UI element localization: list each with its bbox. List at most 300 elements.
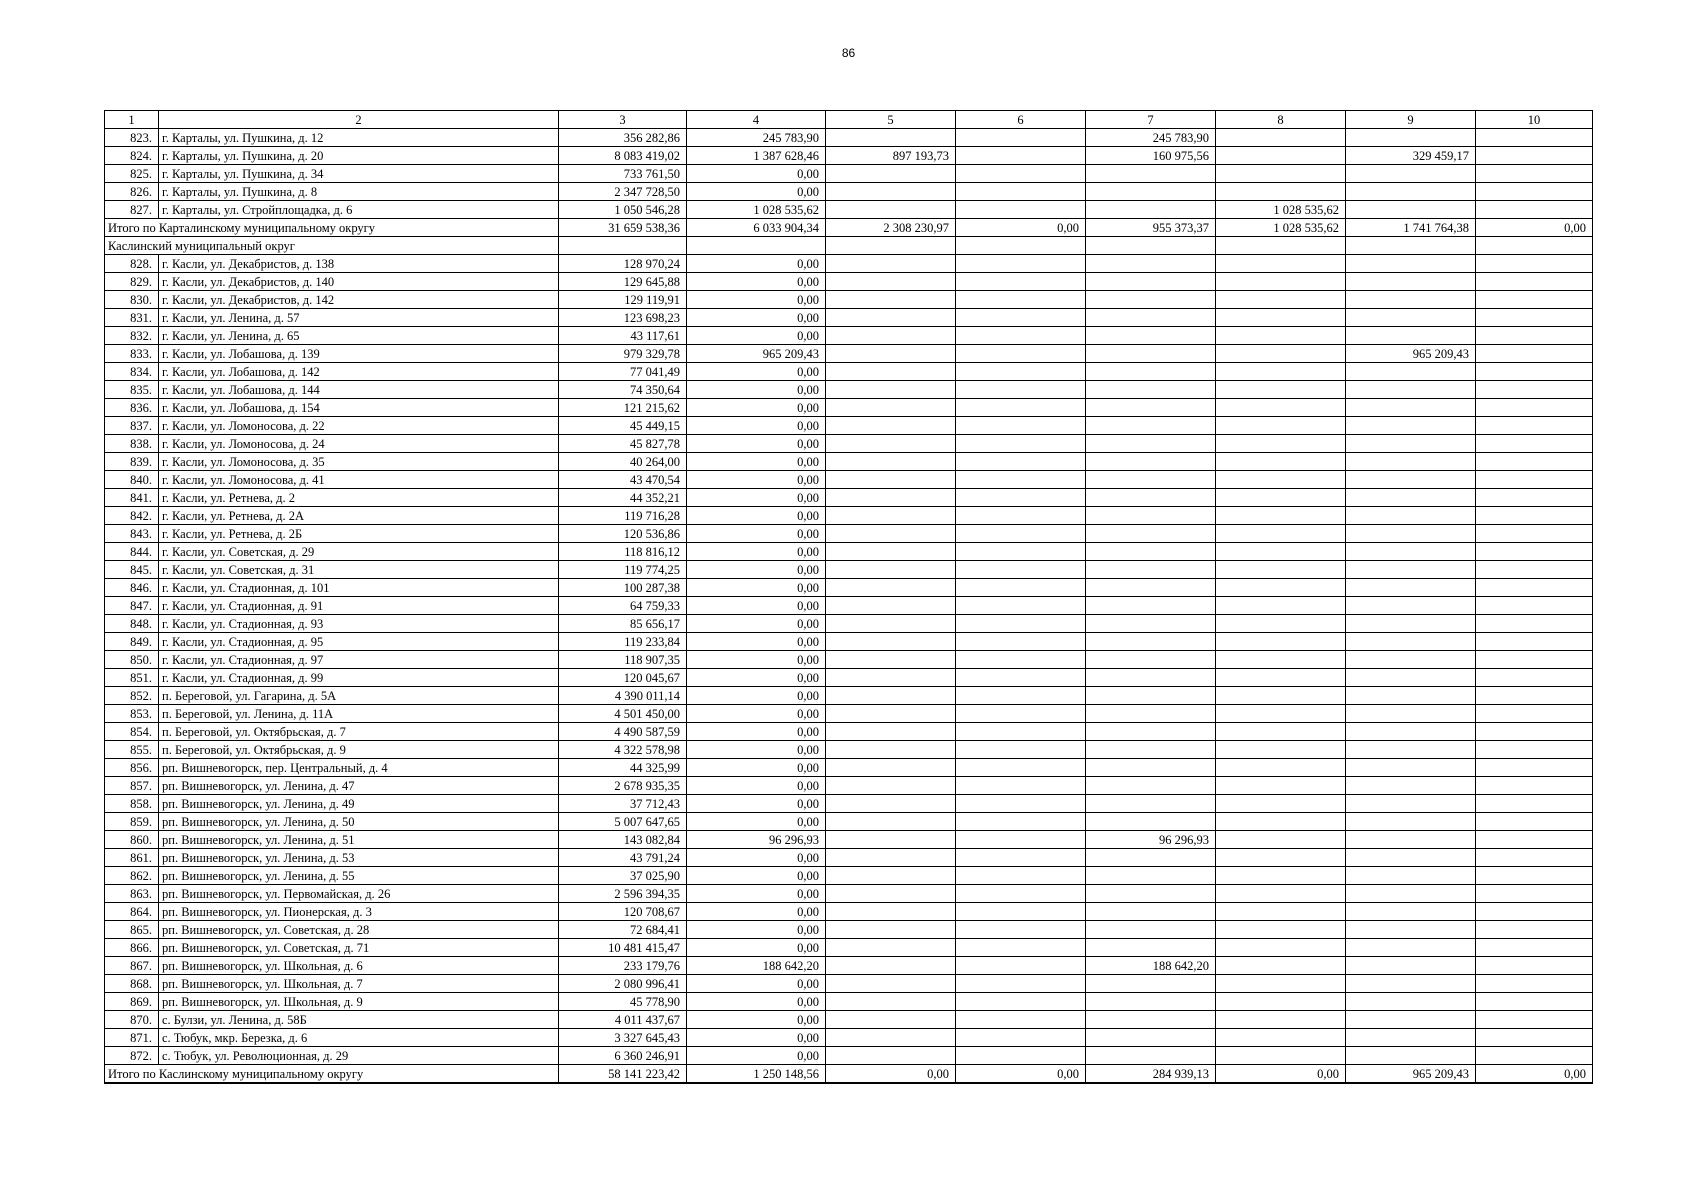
row-address: г. Касли, ул. Ретнева, д. 2А bbox=[159, 507, 559, 525]
row-value-col-9 bbox=[1346, 687, 1476, 705]
row-value-col-6 bbox=[956, 741, 1086, 759]
row-value-col-9 bbox=[1346, 399, 1476, 417]
row-value-col-9 bbox=[1346, 1029, 1476, 1047]
row-value-col-7 bbox=[1086, 597, 1216, 615]
table-row bbox=[105, 831, 1593, 849]
row-value-col-10 bbox=[1476, 1047, 1593, 1065]
row-value-col-4: 188 642,20 bbox=[687, 957, 826, 975]
row-value-col-8 bbox=[1216, 921, 1346, 939]
row-value-col-8 bbox=[1216, 1011, 1346, 1029]
row-value-col-8 bbox=[1216, 633, 1346, 651]
row-value-col-6 bbox=[956, 309, 1086, 327]
row-value-col-8 bbox=[1216, 561, 1346, 579]
row-number: 839. bbox=[105, 453, 159, 471]
row-value-col-8 bbox=[1216, 831, 1346, 849]
row-value-col-6 bbox=[956, 147, 1086, 165]
row-value-col-5 bbox=[826, 849, 956, 867]
row-value-col-7: 160 975,56 bbox=[1086, 147, 1216, 165]
row-value-col-6 bbox=[956, 921, 1086, 939]
row-value-col-5 bbox=[826, 417, 956, 435]
row-value-col-10 bbox=[1476, 507, 1593, 525]
row-address: рп. Вишневогорск, ул. Школьная, д. 9 bbox=[159, 993, 559, 1011]
row-value-col-4: 0,00 bbox=[687, 327, 826, 345]
row-number: 833. bbox=[105, 345, 159, 363]
row-address: с. Тюбук, ул. Революционная, д. 29 bbox=[159, 1047, 559, 1065]
row-address: г. Карталы, ул. Пушкина, д. 8 bbox=[159, 183, 559, 201]
row-value-col-7 bbox=[1086, 363, 1216, 381]
row-value-col-3: 8 083 419,02 bbox=[559, 147, 687, 165]
row-value-col-6 bbox=[956, 993, 1086, 1011]
row-value-col-7 bbox=[1086, 705, 1216, 723]
row-value-col-10 bbox=[1476, 759, 1593, 777]
table-row bbox=[105, 903, 1593, 921]
row-address: рп. Вишневогорск, ул. Советская, д. 71 bbox=[159, 939, 559, 957]
row-value-col-5 bbox=[826, 507, 956, 525]
row-value-col-8: 1 028 535,62 bbox=[1216, 201, 1346, 219]
row-value-col-7 bbox=[1086, 201, 1216, 219]
row-number: 849. bbox=[105, 633, 159, 651]
table-row bbox=[105, 615, 1593, 633]
row-value-col-6 bbox=[956, 687, 1086, 705]
row-value-col-7: 96 296,93 bbox=[1086, 831, 1216, 849]
row-address: г. Касли, ул. Ленина, д. 65 bbox=[159, 327, 559, 345]
row-value-col-4: 0,00 bbox=[687, 885, 826, 903]
row-value-col-8 bbox=[1216, 939, 1346, 957]
row-value-col-9 bbox=[1346, 597, 1476, 615]
row-value-col-3: 44 325,99 bbox=[559, 759, 687, 777]
row-value-col-4: 0,00 bbox=[687, 723, 826, 741]
row-value-col-4: 0,00 bbox=[687, 1047, 826, 1065]
table-row bbox=[105, 165, 1593, 183]
row-address: г. Касли, ул. Лобашова, д. 154 bbox=[159, 399, 559, 417]
row-value-col-3: 45 778,90 bbox=[559, 993, 687, 1011]
column-header: 9 bbox=[1346, 111, 1476, 129]
column-header: 6 bbox=[956, 111, 1086, 129]
row-value-col-7 bbox=[1086, 291, 1216, 309]
row-value-col-8 bbox=[1216, 543, 1346, 561]
row-value-col-10 bbox=[1476, 903, 1593, 921]
table-row bbox=[105, 381, 1593, 399]
row-value-col-9 bbox=[1346, 759, 1476, 777]
row-number: 834. bbox=[105, 363, 159, 381]
row-value-col-7 bbox=[1086, 993, 1216, 1011]
row-address: рп. Вишневогорск, ул. Первомайская, д. 26 bbox=[159, 885, 559, 903]
row-value-col-3: 4 390 011,14 bbox=[559, 687, 687, 705]
row-value-col-5 bbox=[826, 795, 956, 813]
table-row bbox=[105, 651, 1593, 669]
row-value-col-3: 120 536,86 bbox=[559, 525, 687, 543]
table-row bbox=[105, 705, 1593, 723]
row-value-col-4: 0,00 bbox=[687, 741, 826, 759]
row-address: рп. Вишневогорск, ул. Ленина, д. 50 bbox=[159, 813, 559, 831]
row-value-col-4: 0,00 bbox=[687, 921, 826, 939]
row-value-col-6 bbox=[956, 561, 1086, 579]
row-value-col-4: 0,00 bbox=[687, 579, 826, 597]
row-value-col-10 bbox=[1476, 993, 1593, 1011]
row-value-col-5 bbox=[826, 723, 956, 741]
row-number: 861. bbox=[105, 849, 159, 867]
row-value-col-10 bbox=[1476, 489, 1593, 507]
total-value-col-4: 6 033 904,34 bbox=[687, 219, 826, 237]
row-address: г. Касли, ул. Советская, д. 31 bbox=[159, 561, 559, 579]
row-number: 847. bbox=[105, 597, 159, 615]
row-value-col-6 bbox=[956, 543, 1086, 561]
total-label: Итого по Карталинскому муниципальному округу bbox=[105, 219, 559, 237]
row-value-col-6 bbox=[956, 1047, 1086, 1065]
row-number: 830. bbox=[105, 291, 159, 309]
row-value-col-5 bbox=[826, 615, 956, 633]
row-address: рп. Вишневогорск, ул. Ленина, д. 49 bbox=[159, 795, 559, 813]
row-value-col-5 bbox=[826, 957, 956, 975]
row-address: г. Касли, ул. Советская, д. 29 bbox=[159, 543, 559, 561]
row-value-col-10 bbox=[1476, 849, 1593, 867]
row-value-col-8 bbox=[1216, 309, 1346, 327]
row-value-col-5 bbox=[826, 399, 956, 417]
row-number: 859. bbox=[105, 813, 159, 831]
row-value-col-6 bbox=[956, 957, 1086, 975]
row-value-col-9 bbox=[1346, 579, 1476, 597]
row-value-col-9 bbox=[1346, 507, 1476, 525]
row-value-col-3: 43 117,61 bbox=[559, 327, 687, 345]
row-value-col-5 bbox=[826, 885, 956, 903]
table-cell bbox=[687, 237, 826, 255]
total-label: Итого по Каслинскому муниципальному округу bbox=[105, 1065, 559, 1084]
row-value-col-6 bbox=[956, 291, 1086, 309]
row-value-col-5 bbox=[826, 435, 956, 453]
row-value-col-5 bbox=[826, 867, 956, 885]
table-row bbox=[105, 453, 1593, 471]
row-value-col-6 bbox=[956, 867, 1086, 885]
row-number: 854. bbox=[105, 723, 159, 741]
table-row bbox=[105, 129, 1593, 147]
row-value-col-8 bbox=[1216, 597, 1346, 615]
table-row bbox=[105, 741, 1593, 759]
row-value-col-3: 143 082,84 bbox=[559, 831, 687, 849]
row-number: 826. bbox=[105, 183, 159, 201]
total-value-col-7: 955 373,37 bbox=[1086, 219, 1216, 237]
row-value-col-10 bbox=[1476, 165, 1593, 183]
row-address: г. Карталы, ул. Пушкина, д. 12 bbox=[159, 129, 559, 147]
row-address: рп. Вишневогорск, ул. Ленина, д. 51 bbox=[159, 831, 559, 849]
row-value-col-4: 245 783,90 bbox=[687, 129, 826, 147]
row-value-col-5 bbox=[826, 579, 956, 597]
row-value-col-9 bbox=[1346, 651, 1476, 669]
column-header: 1 bbox=[105, 111, 159, 129]
row-value-col-6 bbox=[956, 795, 1086, 813]
table-row bbox=[105, 633, 1593, 651]
row-value-col-3: 128 970,24 bbox=[559, 255, 687, 273]
table-row bbox=[105, 993, 1593, 1011]
table-cell bbox=[1086, 237, 1216, 255]
total-value-col-5: 2 308 230,97 bbox=[826, 219, 956, 237]
row-value-col-3: 118 907,35 bbox=[559, 651, 687, 669]
row-number: 853. bbox=[105, 705, 159, 723]
row-value-col-10 bbox=[1476, 291, 1593, 309]
row-value-col-9 bbox=[1346, 165, 1476, 183]
row-value-col-4: 0,00 bbox=[687, 759, 826, 777]
row-value-col-4: 0,00 bbox=[687, 867, 826, 885]
table-row bbox=[105, 327, 1593, 345]
row-value-col-5 bbox=[826, 975, 956, 993]
row-value-col-6 bbox=[956, 435, 1086, 453]
row-value-col-8 bbox=[1216, 615, 1346, 633]
column-header: 5 bbox=[826, 111, 956, 129]
row-value-col-10 bbox=[1476, 327, 1593, 345]
row-value-col-4: 0,00 bbox=[687, 525, 826, 543]
row-value-col-10 bbox=[1476, 975, 1593, 993]
row-value-col-6 bbox=[956, 273, 1086, 291]
row-value-col-7 bbox=[1086, 399, 1216, 417]
row-value-col-8 bbox=[1216, 849, 1346, 867]
row-value-col-3: 4 011 437,67 bbox=[559, 1011, 687, 1029]
row-value-col-10 bbox=[1476, 723, 1593, 741]
row-value-col-5 bbox=[826, 525, 956, 543]
row-value-col-4: 0,00 bbox=[687, 597, 826, 615]
row-value-col-4: 0,00 bbox=[687, 273, 826, 291]
page-number: 86 bbox=[841, 46, 856, 60]
table-row bbox=[105, 561, 1593, 579]
table-cell bbox=[1476, 237, 1593, 255]
table-cell bbox=[559, 237, 687, 255]
row-value-col-4: 0,00 bbox=[687, 309, 826, 327]
row-value-col-8 bbox=[1216, 255, 1346, 273]
column-header: 10 bbox=[1476, 111, 1593, 129]
row-value-col-7 bbox=[1086, 795, 1216, 813]
row-value-col-3: 40 264,00 bbox=[559, 453, 687, 471]
row-value-col-3: 72 684,41 bbox=[559, 921, 687, 939]
row-value-col-7 bbox=[1086, 867, 1216, 885]
row-number: 851. bbox=[105, 669, 159, 687]
row-value-col-3: 1 050 546,28 bbox=[559, 201, 687, 219]
row-address: г. Касли, ул. Ленина, д. 57 bbox=[159, 309, 559, 327]
row-value-col-4: 0,00 bbox=[687, 705, 826, 723]
row-value-col-6 bbox=[956, 939, 1086, 957]
row-value-col-4: 0,00 bbox=[687, 975, 826, 993]
row-value-col-4: 0,00 bbox=[687, 471, 826, 489]
row-value-col-10 bbox=[1476, 705, 1593, 723]
table-row bbox=[105, 669, 1593, 687]
table-row bbox=[105, 867, 1593, 885]
row-value-col-5 bbox=[826, 633, 956, 651]
row-value-col-10 bbox=[1476, 399, 1593, 417]
row-value-col-9 bbox=[1346, 939, 1476, 957]
row-value-col-7 bbox=[1086, 849, 1216, 867]
row-number: 864. bbox=[105, 903, 159, 921]
row-value-col-5 bbox=[826, 1011, 956, 1029]
data-table bbox=[104, 110, 1593, 1084]
row-value-col-3: 121 215,62 bbox=[559, 399, 687, 417]
row-value-col-6 bbox=[956, 651, 1086, 669]
row-value-col-6 bbox=[956, 525, 1086, 543]
row-value-col-5 bbox=[826, 381, 956, 399]
row-value-col-3: 3 327 645,43 bbox=[559, 1029, 687, 1047]
row-value-col-5 bbox=[826, 759, 956, 777]
row-value-col-7 bbox=[1086, 723, 1216, 741]
row-value-col-9 bbox=[1346, 309, 1476, 327]
row-value-col-7 bbox=[1086, 921, 1216, 939]
row-number: 872. bbox=[105, 1047, 159, 1065]
row-number: 865. bbox=[105, 921, 159, 939]
row-value-col-3: 119 233,84 bbox=[559, 633, 687, 651]
row-value-col-5 bbox=[826, 255, 956, 273]
row-value-col-10 bbox=[1476, 777, 1593, 795]
row-address: г. Касли, ул. Декабристов, д. 142 bbox=[159, 291, 559, 309]
row-value-col-7 bbox=[1086, 741, 1216, 759]
row-value-col-5 bbox=[826, 561, 956, 579]
table-row bbox=[105, 1029, 1593, 1047]
total-value-col-3: 31 659 538,36 bbox=[559, 219, 687, 237]
row-value-col-7 bbox=[1086, 471, 1216, 489]
row-value-col-10 bbox=[1476, 669, 1593, 687]
row-value-col-9 bbox=[1346, 723, 1476, 741]
row-number: 832. bbox=[105, 327, 159, 345]
row-value-col-4: 0,00 bbox=[687, 651, 826, 669]
row-value-col-8 bbox=[1216, 903, 1346, 921]
row-value-col-9 bbox=[1346, 381, 1476, 399]
row-value-col-9 bbox=[1346, 525, 1476, 543]
row-number: 858. bbox=[105, 795, 159, 813]
row-value-col-6 bbox=[956, 849, 1086, 867]
row-value-col-9: 965 209,43 bbox=[1346, 345, 1476, 363]
row-value-col-4: 0,00 bbox=[687, 813, 826, 831]
row-value-col-8 bbox=[1216, 435, 1346, 453]
table-cell bbox=[1216, 237, 1346, 255]
row-value-col-6 bbox=[956, 705, 1086, 723]
row-value-col-9 bbox=[1346, 489, 1476, 507]
row-value-col-7 bbox=[1086, 489, 1216, 507]
row-number: 846. bbox=[105, 579, 159, 597]
row-value-col-7 bbox=[1086, 975, 1216, 993]
row-value-col-10 bbox=[1476, 867, 1593, 885]
row-value-col-5 bbox=[826, 831, 956, 849]
row-value-col-4: 0,00 bbox=[687, 399, 826, 417]
row-value-col-7 bbox=[1086, 669, 1216, 687]
row-value-col-7 bbox=[1086, 1047, 1216, 1065]
row-number: 871. bbox=[105, 1029, 159, 1047]
row-value-col-8 bbox=[1216, 381, 1346, 399]
row-value-col-4: 0,00 bbox=[687, 561, 826, 579]
section-label: Каслинский муниципальный округ bbox=[105, 237, 559, 255]
row-value-col-8 bbox=[1216, 417, 1346, 435]
table-row bbox=[105, 417, 1593, 435]
total-value-col-7: 284 939,13 bbox=[1086, 1065, 1216, 1084]
row-value-col-3: 45 827,78 bbox=[559, 435, 687, 453]
row-number: 862. bbox=[105, 867, 159, 885]
row-address: г. Касли, ул. Лобашова, д. 139 bbox=[159, 345, 559, 363]
row-value-col-3: 4 501 450,00 bbox=[559, 705, 687, 723]
row-address: г. Касли, ул. Ломоносова, д. 24 bbox=[159, 435, 559, 453]
row-value-col-9 bbox=[1346, 831, 1476, 849]
table-row bbox=[105, 183, 1593, 201]
column-header: 4 bbox=[687, 111, 826, 129]
row-value-col-8 bbox=[1216, 1047, 1346, 1065]
row-value-col-7 bbox=[1086, 903, 1216, 921]
row-value-col-8 bbox=[1216, 327, 1346, 345]
row-value-col-3: 2 347 728,50 bbox=[559, 183, 687, 201]
row-value-col-8 bbox=[1216, 453, 1346, 471]
total-value-col-9: 965 209,43 bbox=[1346, 1065, 1476, 1084]
row-value-col-10 bbox=[1476, 597, 1593, 615]
row-value-col-3: 37 712,43 bbox=[559, 795, 687, 813]
row-value-col-4: 0,00 bbox=[687, 903, 826, 921]
row-value-col-6 bbox=[956, 633, 1086, 651]
total-value-col-6: 0,00 bbox=[956, 219, 1086, 237]
row-address: рп. Вишневогорск, ул. Пионерская, д. 3 bbox=[159, 903, 559, 921]
row-value-col-8 bbox=[1216, 183, 1346, 201]
row-value-col-5 bbox=[826, 543, 956, 561]
row-address: рп. Вишневогорск, ул. Ленина, д. 53 bbox=[159, 849, 559, 867]
row-value-col-9 bbox=[1346, 795, 1476, 813]
row-value-col-10 bbox=[1476, 129, 1593, 147]
row-value-col-6 bbox=[956, 615, 1086, 633]
row-value-col-5 bbox=[826, 201, 956, 219]
row-value-col-10 bbox=[1476, 687, 1593, 705]
row-value-col-4: 0,00 bbox=[687, 417, 826, 435]
row-value-col-4: 0,00 bbox=[687, 939, 826, 957]
row-value-col-9 bbox=[1346, 885, 1476, 903]
row-number: 852. bbox=[105, 687, 159, 705]
row-value-col-9 bbox=[1346, 669, 1476, 687]
row-address: г. Касли, ул. Лобашова, д. 142 bbox=[159, 363, 559, 381]
row-number: 863. bbox=[105, 885, 159, 903]
row-value-col-6 bbox=[956, 777, 1086, 795]
table-row bbox=[105, 525, 1593, 543]
row-address: г. Касли, ул. Стадионная, д. 91 bbox=[159, 597, 559, 615]
row-value-col-8 bbox=[1216, 669, 1346, 687]
row-value-col-9 bbox=[1346, 435, 1476, 453]
row-value-col-5 bbox=[826, 471, 956, 489]
row-value-col-5 bbox=[826, 597, 956, 615]
row-number: 856. bbox=[105, 759, 159, 777]
table-cell bbox=[956, 237, 1086, 255]
column-header: 7 bbox=[1086, 111, 1216, 129]
row-value-col-10 bbox=[1476, 885, 1593, 903]
row-number: 842. bbox=[105, 507, 159, 525]
row-value-col-5 bbox=[826, 489, 956, 507]
row-value-col-9 bbox=[1346, 201, 1476, 219]
row-value-col-3: 2 080 996,41 bbox=[559, 975, 687, 993]
row-value-col-9 bbox=[1346, 957, 1476, 975]
row-value-col-3: 77 041,49 bbox=[559, 363, 687, 381]
row-value-col-10 bbox=[1476, 939, 1593, 957]
row-value-col-9 bbox=[1346, 1011, 1476, 1029]
row-value-col-6 bbox=[956, 417, 1086, 435]
table-row bbox=[105, 345, 1593, 363]
row-value-col-3: 120 045,67 bbox=[559, 669, 687, 687]
total-value-col-5: 0,00 bbox=[826, 1065, 956, 1084]
row-value-col-10 bbox=[1476, 1029, 1593, 1047]
row-address: г. Касли, ул. Стадионная, д. 99 bbox=[159, 669, 559, 687]
table-row bbox=[105, 795, 1593, 813]
row-value-col-6 bbox=[956, 489, 1086, 507]
row-value-col-4: 0,00 bbox=[687, 1029, 826, 1047]
row-value-col-7: 245 783,90 bbox=[1086, 129, 1216, 147]
row-value-col-10 bbox=[1476, 363, 1593, 381]
row-number: 837. bbox=[105, 417, 159, 435]
row-value-col-10 bbox=[1476, 147, 1593, 165]
row-value-col-8 bbox=[1216, 795, 1346, 813]
row-value-col-10 bbox=[1476, 579, 1593, 597]
row-value-col-6 bbox=[956, 201, 1086, 219]
table-row bbox=[105, 1011, 1593, 1029]
table-row bbox=[105, 399, 1593, 417]
table-row bbox=[105, 813, 1593, 831]
row-value-col-9 bbox=[1346, 741, 1476, 759]
row-value-col-3: 119 774,25 bbox=[559, 561, 687, 579]
row-address: г. Касли, ул. Ломоносова, д. 22 bbox=[159, 417, 559, 435]
row-value-col-5 bbox=[826, 183, 956, 201]
row-value-col-3: 129 645,88 bbox=[559, 273, 687, 291]
